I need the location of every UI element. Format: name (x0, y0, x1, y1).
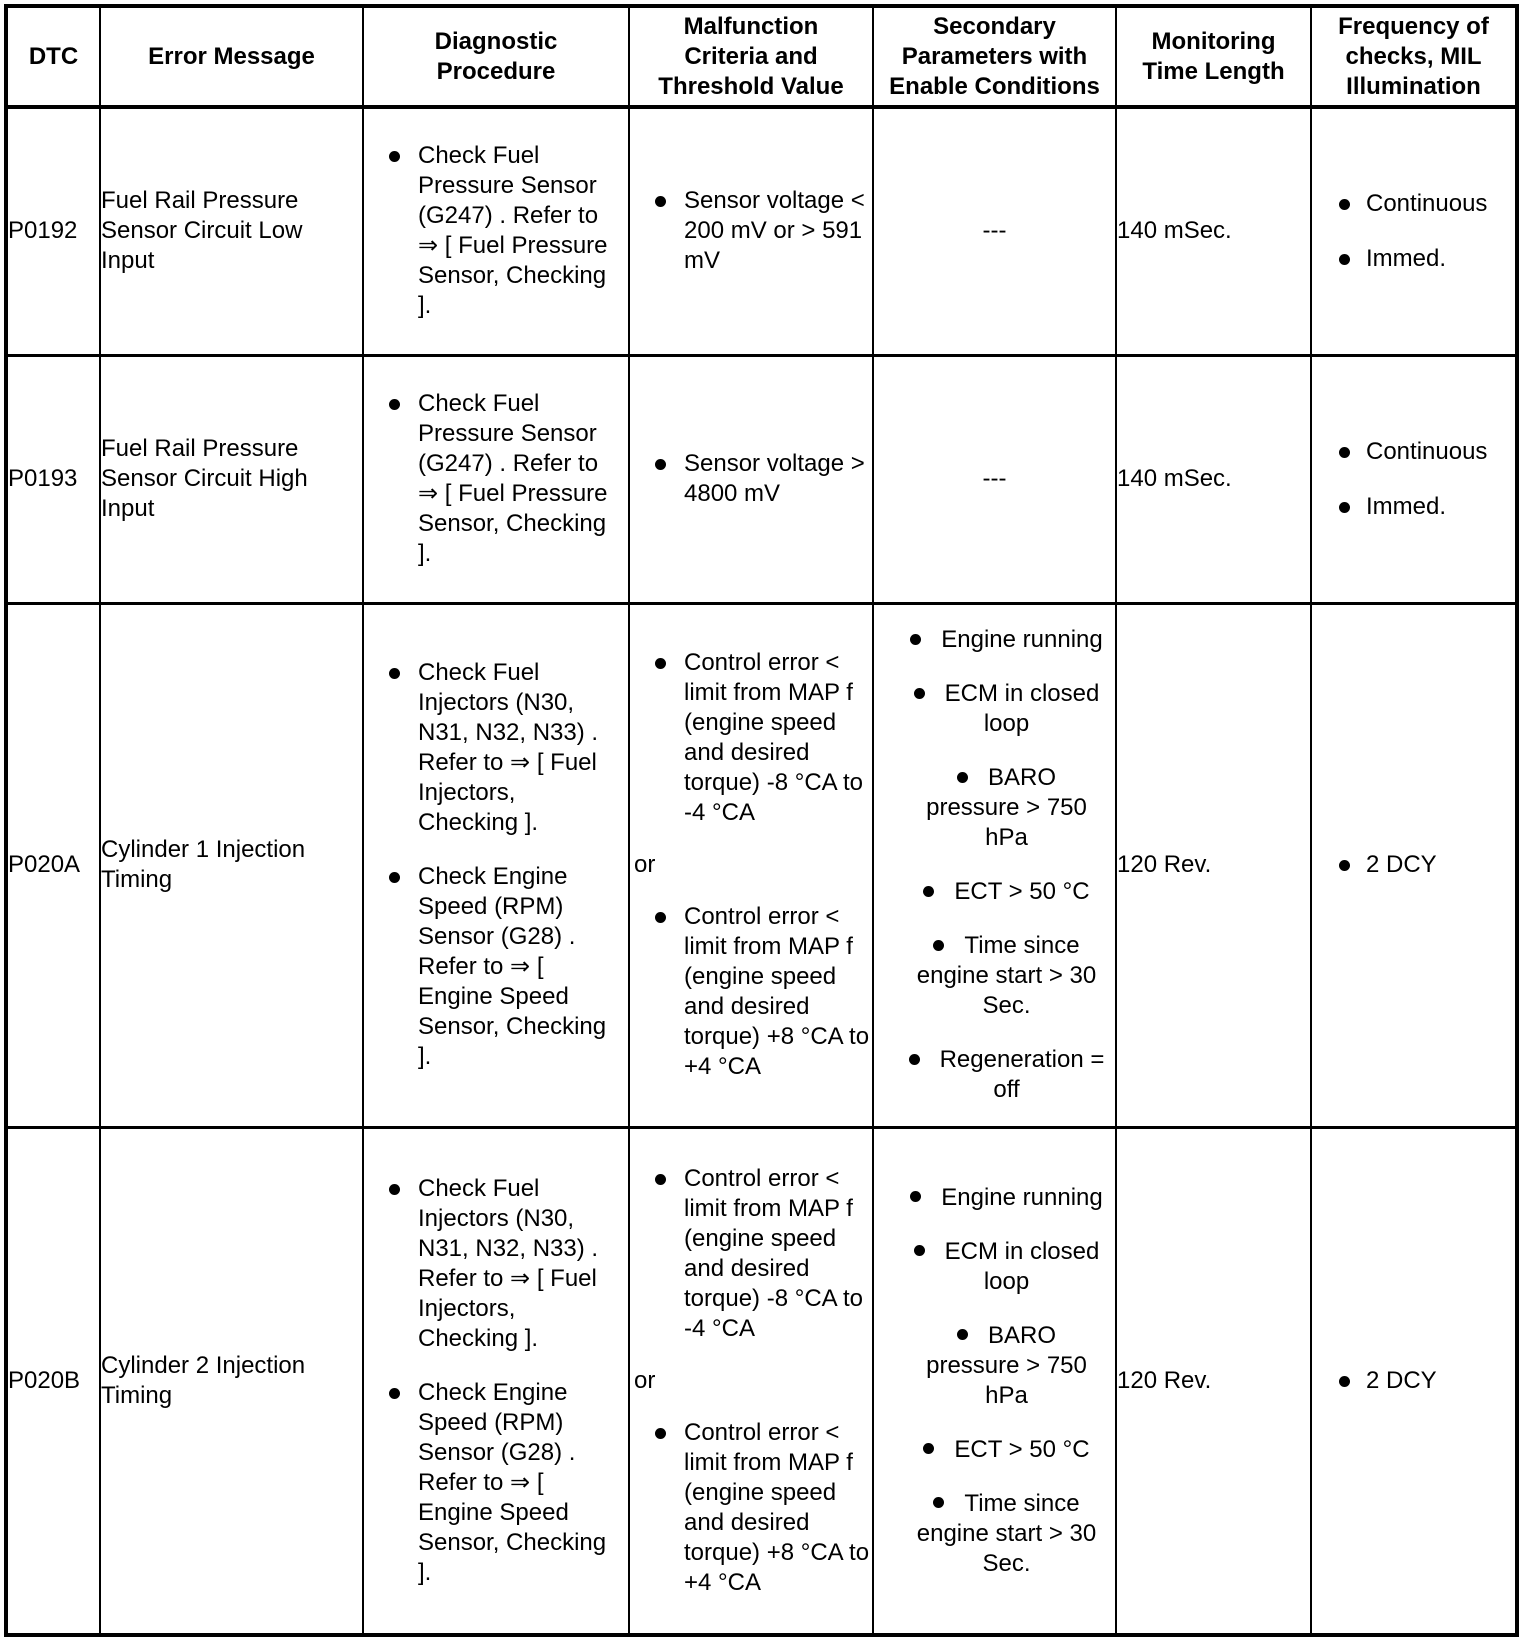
bullet-icon (655, 658, 666, 669)
dtc-code: P020B (6, 1128, 100, 1635)
diagnostic-procedure (363, 1128, 629, 1635)
bullet-icon (910, 1191, 921, 1202)
frequency-item: 2 DCY (1312, 1366, 1515, 1396)
bullet-icon (655, 912, 666, 923)
monitoring-time: 120 Rev. (1116, 603, 1311, 1128)
condition-item: Engine running (874, 625, 1115, 655)
bullet-icon (933, 940, 944, 951)
header-malfunction-criteria: Malfunction Criteria and Threshold Value (629, 6, 873, 107)
criterion-item: Control error < limit from MAP f (engine speed and desired torque) -8 °CA to -4 °CA (630, 1164, 872, 1344)
condition-item: ECM in closed loop (874, 679, 1115, 739)
condition-item: ECM in closed loop (874, 1237, 1115, 1297)
condition-item: BARO pressure > 750 hPa (926, 764, 1087, 852)
bullet-icon (914, 688, 925, 699)
bullet-icon (909, 1054, 920, 1065)
malfunction-criteria (629, 1128, 873, 1635)
condition-item: ECT > 50 °C (874, 877, 1115, 907)
diagnostic-procedure (363, 603, 629, 1128)
bullet-icon (933, 1497, 944, 1508)
monitoring-time: 140 mSec. (1116, 355, 1311, 603)
bullet-icon (1339, 447, 1350, 458)
bullet-icon (655, 459, 666, 470)
bullet-icon (1339, 199, 1350, 210)
monitoring-time: 120 Rev. (1116, 1128, 1311, 1635)
frequency-item: Immed. (1312, 244, 1515, 274)
error-message: Cylinder 2 Injection Timing (100, 1128, 363, 1635)
criterion-item: Sensor voltage > 4800 mV (630, 449, 872, 509)
or-separator: or (634, 851, 656, 879)
condition-item: BARO pressure > 750 hPa (926, 1322, 1087, 1410)
malfunction-criteria (629, 355, 873, 603)
condition-item: Time since engine start > 30 Sec. (916, 932, 1097, 1020)
bullet-icon (389, 399, 400, 410)
diagnostic-item: Check Fuel Pressure Sensor (G247) . Refer to ⇒ [ Fuel Pressure Sensor, Checking ]. (364, 389, 628, 569)
header-diagnostic-procedure: Diagnostic Procedure (363, 6, 629, 107)
bullet-icon (655, 1174, 666, 1185)
condition-item: Regeneration = off (874, 1045, 1115, 1105)
malfunction-criteria (629, 603, 873, 1128)
criterion-item: Control error < limit from MAP f (engine speed and desired torque) +8 °CA to +4 °CA (630, 902, 872, 1082)
diagnostic-item: Check Fuel Injectors (N30, N31, N32, N33) . Refer to ⇒ [ Fuel Injectors, Checking ]. (364, 658, 628, 838)
frequency-item: Continuous (1312, 189, 1515, 219)
table-row (6, 107, 1517, 355)
condition-item: Engine running (874, 1183, 1115, 1213)
secondary-parameters: --- (873, 107, 1116, 355)
condition-item: ECT > 50 °C (874, 1435, 1115, 1465)
diagnostic-item: Check Engine Speed (RPM) Sensor (G28) . Refer to ⇒ [ Engine Speed Sensor, Checking ]. (364, 1378, 628, 1588)
bullet-icon (923, 1443, 934, 1454)
secondary-parameters: --- (873, 355, 1116, 603)
bullet-icon (655, 1428, 666, 1439)
secondary-parameters (873, 603, 1116, 1128)
frequency-item: 2 DCY (1312, 850, 1515, 880)
diagnostic-procedure (363, 355, 629, 603)
or-separator: or (634, 1367, 656, 1395)
bullet-icon (389, 872, 400, 883)
bullet-icon (389, 1184, 400, 1195)
frequency-mil (1311, 107, 1517, 355)
bullet-icon (957, 772, 968, 783)
monitoring-time: 140 mSec. (1116, 107, 1311, 355)
table-row (6, 603, 1517, 1128)
diagnostic-item: Check Engine Speed (RPM) Sensor (G28) . Refer to ⇒ [ Engine Speed Sensor, Checking ]. (364, 862, 628, 1072)
header-row (6, 6, 1517, 107)
malfunction-criteria (629, 107, 873, 355)
bullet-icon (1339, 1376, 1350, 1387)
bullet-icon (957, 1329, 968, 1340)
bullet-icon (389, 668, 400, 679)
secondary-parameters (873, 1128, 1116, 1635)
bullet-icon (1339, 254, 1350, 265)
dtc-code: P0193 (6, 355, 100, 603)
frequency-mil (1311, 603, 1517, 1128)
header-monitoring-time: Monitoring Time Length (1116, 6, 1311, 107)
dtc-code: P0192 (6, 107, 100, 355)
diagnostic-item: Check Fuel Pressure Sensor (G247) . Refer to ⇒ [ Fuel Pressure Sensor, Checking ]. (364, 141, 628, 321)
criterion-item: Control error < limit from MAP f (engine speed and desired torque) -8 °CA to -4 °CA (630, 648, 872, 828)
bullet-icon (923, 886, 934, 897)
diagnostic-procedure (363, 107, 629, 355)
error-message: Fuel Rail Pressure Sensor Circuit High Input (100, 355, 363, 603)
dtc-table (4, 4, 1519, 1637)
header-secondary-parameters: Secondary Parameters with Enable Conditions (873, 6, 1116, 107)
table-row (6, 355, 1517, 603)
header-frequency: Frequency of checks, MIL Illumination (1311, 6, 1517, 107)
error-message: Fuel Rail Pressure Sensor Circuit Low Input (100, 107, 363, 355)
bullet-icon (1339, 860, 1350, 871)
bullet-icon (910, 634, 921, 645)
bullet-icon (655, 196, 666, 207)
dtc-code: P020A (6, 603, 100, 1128)
header-dtc: DTC (6, 6, 100, 107)
diagnostic-item: Check Fuel Injectors (N30, N31, N32, N33) . Refer to ⇒ [ Fuel Injectors, Checking ]. (364, 1174, 628, 1354)
frequency-item: Immed. (1312, 492, 1515, 522)
header-error-message: Error Message (100, 6, 363, 107)
frequency-item: Continuous (1312, 437, 1515, 467)
error-message: Cylinder 1 Injection Timing (100, 603, 363, 1128)
criterion-item: Control error < limit from MAP f (engine speed and desired torque) +8 °CA to +4 °CA (630, 1418, 872, 1598)
frequency-mil (1311, 355, 1517, 603)
bullet-icon (914, 1245, 925, 1256)
bullet-icon (389, 1388, 400, 1399)
frequency-mil (1311, 1128, 1517, 1635)
bullet-icon (1339, 502, 1350, 513)
bullet-icon (389, 151, 400, 162)
table-row (6, 1128, 1517, 1635)
criterion-item: Sensor voltage < 200 mV or > 591 mV (630, 186, 872, 276)
condition-item: Time since engine start > 30 Sec. (916, 1490, 1097, 1578)
